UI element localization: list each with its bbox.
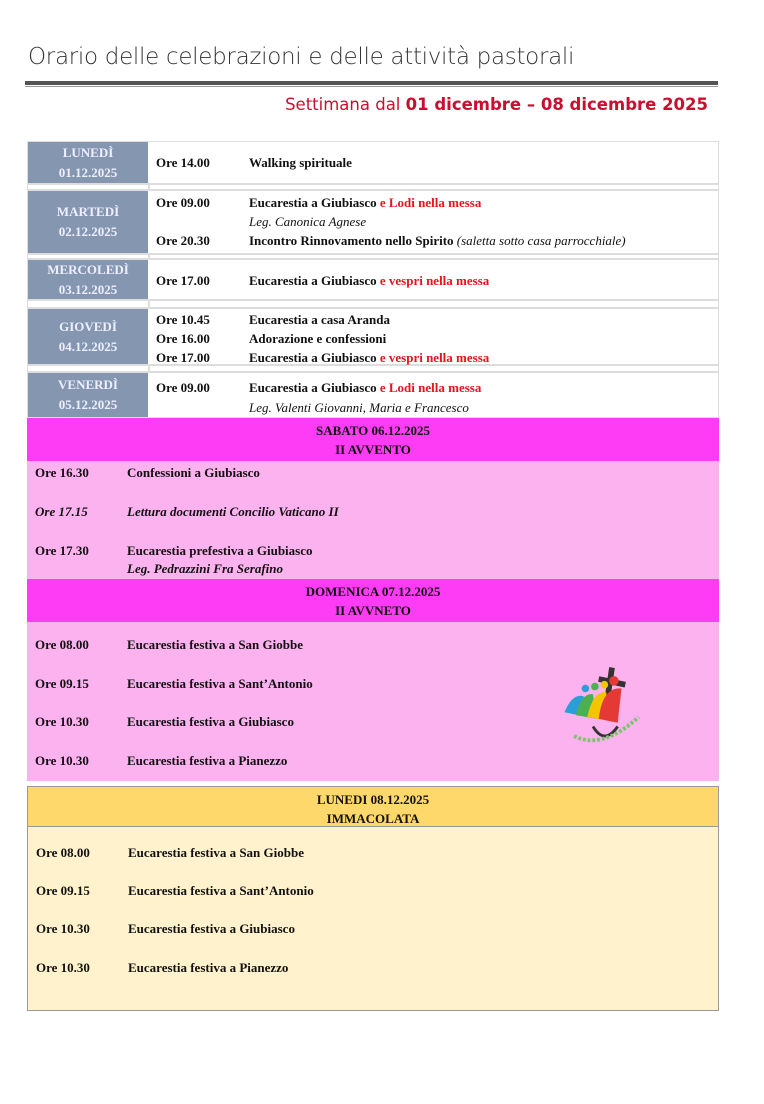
text: VENERDÌ — [58, 377, 118, 392]
divider — [25, 86, 718, 87]
text: Ore 09.00 — [156, 195, 210, 210]
row-gap — [27, 365, 719, 372]
text: II AVVENTO — [335, 442, 411, 457]
text: Walking spirituale — [249, 155, 352, 170]
text: (saletta sotto casa parrocchiale) — [456, 233, 626, 248]
text: Ore 10.30 — [36, 921, 90, 936]
day-row-venerdi — [27, 372, 719, 418]
text: Adorazione e confessioni — [249, 331, 387, 346]
text: Ore 10.45 — [156, 312, 210, 327]
page-title: Orario delle celebrazioni e delle attività pastorali — [28, 44, 575, 70]
text: Eucarestia a Giubiasco — [249, 273, 377, 288]
text: 02.12.2025 — [58, 224, 118, 239]
text: DOMENICA 07.12.2025 — [305, 584, 441, 599]
text: Eucarestia a Giubiasco — [249, 195, 377, 210]
text: Ore 09.00 — [156, 380, 210, 395]
text: Lettura documenti Concilio Vaticano II — [127, 504, 339, 519]
jubilee-logo — [555, 660, 650, 755]
text: Ore 10.30 — [36, 960, 90, 975]
text: Eucarestia festiva a Giubiasco — [128, 921, 295, 936]
text: 01.12.2025 — [58, 164, 118, 180]
text: Ore 09.15 — [35, 676, 89, 691]
day-row-martedi — [27, 190, 719, 254]
text: Eucarestia festiva a San Giobbe — [127, 637, 303, 652]
text: LUNEDI 08.12.2025 — [316, 792, 430, 807]
text: Ore 17.15 — [35, 504, 88, 519]
sabato-body — [27, 461, 719, 579]
row-gap — [27, 300, 719, 308]
text: e vespri nella messa — [379, 273, 490, 288]
text: Eucarestia festiva a San Giobbe — [128, 845, 304, 860]
day-label — [28, 191, 148, 253]
text: Leg. Valenti Giovanni, Maria e Francesco — [249, 400, 469, 415]
text: 05.12.2025 — [58, 397, 118, 412]
day-label — [28, 142, 148, 183]
text: Ore 10.30 — [35, 753, 89, 768]
day-row-giovedi — [27, 308, 719, 365]
text: MARTEDÌ — [56, 204, 120, 219]
text: e Lodi nella messa — [379, 195, 482, 210]
day-row-mercoledi — [27, 259, 719, 300]
text: Incontro Rinnovamento nello Spirito — [249, 233, 454, 248]
day-row-lunedi — [27, 141, 719, 184]
divider — [25, 81, 718, 85]
text: Eucarestia a Giubiasco — [249, 350, 377, 365]
text: II AVVNETO — [335, 603, 411, 618]
text: GIOVEDÌ — [59, 318, 117, 334]
text: Eucarestia festiva a Pianezzo — [128, 960, 289, 975]
text: Eucarestia a casa Aranda — [249, 312, 390, 327]
week-prefix: Settimana dal — [285, 95, 406, 114]
text: Ore 17.00 — [156, 273, 210, 288]
text: MERCOLEDÌ — [47, 261, 129, 277]
text: Confessioni a Giubiasco — [127, 465, 260, 480]
text: e vespri nella messa — [379, 350, 490, 365]
text: Eucarestia festiva a Sant’Antonio — [127, 676, 313, 691]
text: Ore 08.00 — [35, 637, 89, 652]
text: Ore 10.30 — [35, 714, 89, 729]
text: Eucarestia festiva a Pianezzo — [127, 753, 288, 768]
text: IMMACOLATA — [326, 811, 420, 826]
day-label — [28, 309, 148, 364]
text: LUNEDÌ — [62, 144, 114, 160]
text: Ore 16.00 — [156, 331, 210, 346]
text: 03.12.2025 — [58, 281, 118, 297]
text: Ore 17.00 — [156, 350, 210, 365]
day-label — [28, 373, 148, 417]
text: SABATO 06.12.2025 — [315, 423, 430, 438]
day-label — [28, 260, 148, 299]
text: e Lodi nella messa — [379, 380, 482, 395]
text: Ore 08.00 — [36, 845, 90, 860]
text: Eucarestia festiva a Sant’Antonio — [128, 883, 314, 898]
text: Leg. Pedrazzini Fra Serafino — [127, 561, 284, 576]
domenica-header — [27, 579, 719, 622]
text: Eucarestia a Giubiasco — [249, 380, 377, 395]
sabato-header — [27, 418, 719, 461]
text: 04.12.2025 — [58, 338, 118, 354]
text: Eucarestia prefestiva a Giubiasco — [127, 543, 313, 558]
text: Ore 14.00 — [156, 155, 210, 170]
week-dates: 01 dicembre – 08 dicembre 2025 — [405, 95, 708, 114]
text: Ore 16.30 — [35, 465, 89, 480]
lunedi8-header — [27, 786, 719, 827]
week-range — [285, 95, 708, 114]
text: Ore 09.15 — [36, 883, 90, 898]
text: Ore 17.30 — [35, 543, 89, 558]
text: Leg. Canonica Agnese — [249, 214, 367, 229]
text: Ore 20.30 — [156, 233, 210, 248]
text: Eucarestia festiva a Giubiasco — [127, 714, 294, 729]
lunedi8-body — [27, 827, 719, 1011]
